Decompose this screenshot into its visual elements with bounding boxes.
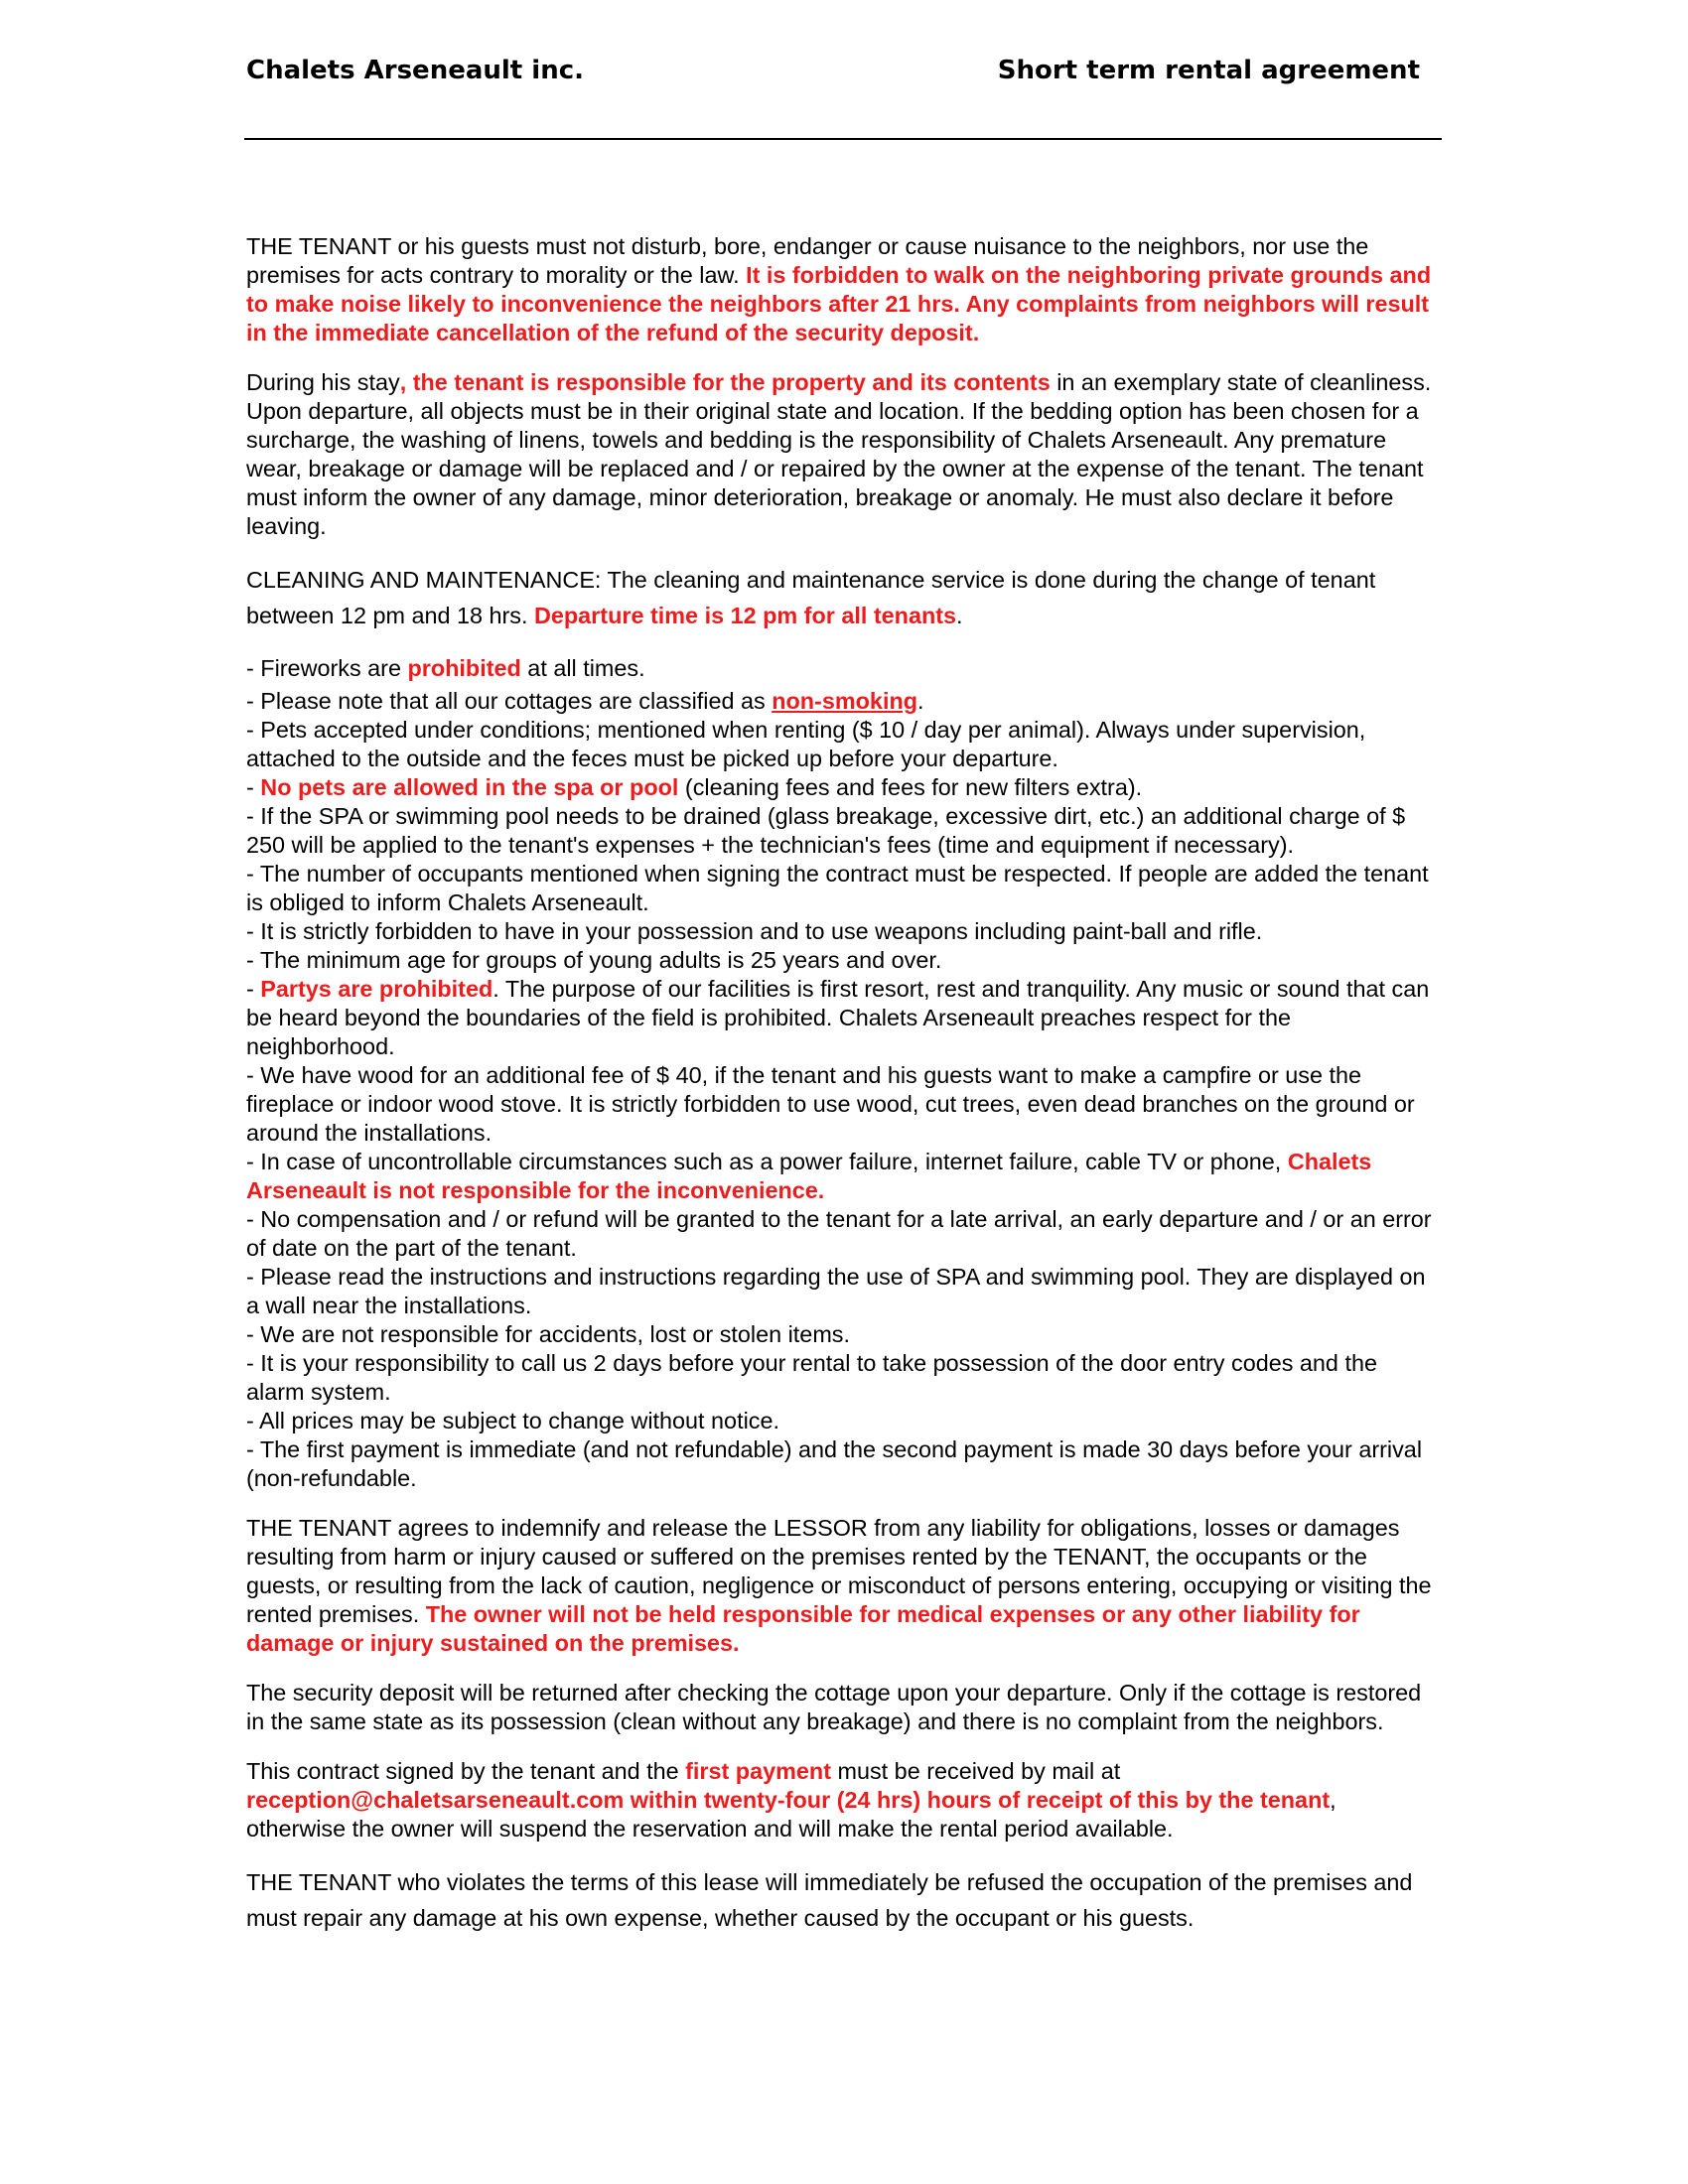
text: THE TENANT agrees to indemnify and release the LESSOR from any liability for obligations, losses or damages resulting from harm or injury caused or suffered on the premises rented by the TENANT, the occupants or the guests, or resulting from the lack of caution, negligence or misconduct of persons entering, occupying or visiting the rented premises.	[246, 1515, 1432, 1627]
list-item	[246, 773, 1438, 802]
paragraph-contract	[246, 1757, 1438, 1843]
highlight-text: Departure time is 12 pm for all tenants	[533, 603, 957, 628]
paragraph-indemnity	[246, 1514, 1438, 1658]
list-item: - It is strictly forbidden to have in your possession and to use weapons including paint-ball and rifle.	[246, 918, 1263, 944]
highlight-text: prohibited	[407, 655, 521, 681]
list-item: - We are not responsible for accidents, lost or stolen items.	[246, 1321, 850, 1347]
highlight-text: non-smoking	[772, 688, 918, 714]
paragraph-cleaning	[246, 562, 1438, 633]
highlight-text: No pets are allowed in the spa or pool	[260, 774, 679, 800]
text: CLEANING AND MAINTENANCE: The cleaning and maintenance service is done during the change of tenant between 12 pm and 18 hrs.	[246, 567, 1376, 628]
email-highlight: reception@chaletsarseneault.com within twenty-four (24 hrs) hours of receipt of this by the tenant	[246, 1787, 1331, 1813]
list-item: - The first payment is immediate (and not refundable) and the second payment is made 30 days before your arrival (non-refundable.	[246, 1436, 1423, 1491]
text: - In case of uncontrollable circumstances such as a power failure, internet failure, cable TV or phone,	[246, 1149, 1288, 1174]
list-item: - Pets accepted under conditions; mentioned when renting ($ 10 / day per animal). Always under supervision, attached to the outside and the feces must be picked up before your departure.	[246, 717, 1366, 771]
agreement-body	[246, 232, 1438, 1957]
text: (cleaning fees and fees for new filters extra).	[678, 774, 1143, 800]
text: must be received by mail at	[831, 1758, 1121, 1784]
text: - Fireworks are	[246, 655, 408, 681]
text: in an exemplary state of cleanliness. Upon departure, all objects must be in their original state and location. If the bedding option has been chosen for a surcharge, the washing of linens, towels and bedding is the responsibility of Chalets Arseneault. Any premature wear, breakage or damage will be replaced and / or repaired by the owner at the expense of the tenant. The tenant must inform the owner of any damage, minor deterioration, breakage or anomaly. He must also declare it before leaving.	[246, 369, 1432, 539]
list-item: - It is your responsibility to call us 2 days before your rental to take possession of the door entry codes and the alarm system.	[246, 1350, 1377, 1405]
list-item	[246, 687, 1438, 716]
text: THE TENANT or his guests must not disturb, bore, endanger or cause nuisance to the neighbors, nor use the premises for acts contrary to morality or the law.	[246, 233, 1369, 288]
header-divider	[244, 138, 1442, 140]
paragraph-responsibility	[246, 368, 1438, 541]
text: -	[246, 774, 261, 800]
list-item: - Please read the instructions and instructions regarding the use of SPA and swimming pool. They are displayed on a wall near the installations.	[246, 1264, 1426, 1318]
highlight-text: Partys are prohibited	[260, 976, 493, 1002]
page-header	[246, 56, 1420, 95]
company-name: Chalets Arseneault inc.	[246, 56, 584, 85]
text: -	[246, 976, 261, 1002]
list-item: - The minimum age for groups of young adults is 25 years and over.	[246, 947, 942, 973]
paragraph-deposit: The security deposit will be returned after checking the cottage upon your departure. Only if the cottage is restored in the same state as its possession (clean without any breakage) and there is no complaint from the neighbors.	[246, 1680, 1422, 1734]
highlight-text: It is forbidden to walk on the neighboring private grounds and to make noise likely to inconvenience the neighbors after 21 hrs. Any complaints from neighbors will result in the immediate cancellation of the refund of the security deposit.	[246, 262, 1432, 345]
list-item: - We have wood for an additional fee of $ 40, if the tenant and his guests want to make a campfire or use the fireplace or indoor wood stove. It is strictly forbidden to use wood, cut trees, even dead branches on the ground or around the installations.	[246, 1062, 1415, 1146]
text: at all times.	[520, 655, 645, 681]
document-title: Short term rental agreement	[997, 56, 1420, 85]
rules-list	[246, 654, 1438, 1493]
text: .	[956, 603, 963, 628]
list-item	[246, 975, 1438, 1061]
list-item	[246, 654, 1438, 683]
highlight-text: The owner will not be held responsible for medical expenses or any other liability for damage or injury sustained on the premises.	[246, 1601, 1360, 1656]
text: , otherwise the owner will suspend the reservation and will make the rental period available.	[246, 1787, 1336, 1842]
list-item: - The number of occupants mentioned when signing the contract must be respected. If people are added the tenant is obliged to inform Chalets Arseneault.	[246, 861, 1429, 915]
text: . The purpose of our facilities is first resort, rest and tranquility. Any music or sound that can be heard beyond the boundaries of the field is prohibited. Chalets Arseneault preaches respect for the neighborhood.	[246, 976, 1430, 1059]
list-item	[246, 1148, 1438, 1205]
list-item: - All prices may be subject to change without notice.	[246, 1408, 779, 1433]
highlight-text: , the tenant is responsible for the property and its contents	[399, 369, 1051, 395]
paragraph-conduct	[246, 232, 1438, 347]
text: This contract signed by the tenant and the	[246, 1758, 686, 1784]
highlight-text: first payment	[685, 1758, 831, 1784]
highlight-text: Chalets Arseneault is not responsible for the inconvenience.	[246, 1149, 1372, 1203]
list-item: - No compensation and / or refund will be granted to the tenant for a late arrival, an early departure and / or an error of date on the part of the tenant.	[246, 1206, 1432, 1261]
paragraph-violation: THE TENANT who violates the terms of this lease will immediately be refused the occupation of the premises and must repair any damage at his own expense, whether caused by the occupant or his guests.	[246, 1869, 1413, 1931]
list-item: - If the SPA or swimming pool needs to be drained (glass breakage, excessive dirt, etc.) an additional charge of $ 250 will be applied to the tenant's expenses + the technician's fees (time and equipment if necessary).	[246, 803, 1406, 858]
text: - Please note that all our cottages are classified as	[246, 688, 773, 714]
text: During his stay	[246, 369, 400, 395]
text: .	[917, 688, 924, 714]
